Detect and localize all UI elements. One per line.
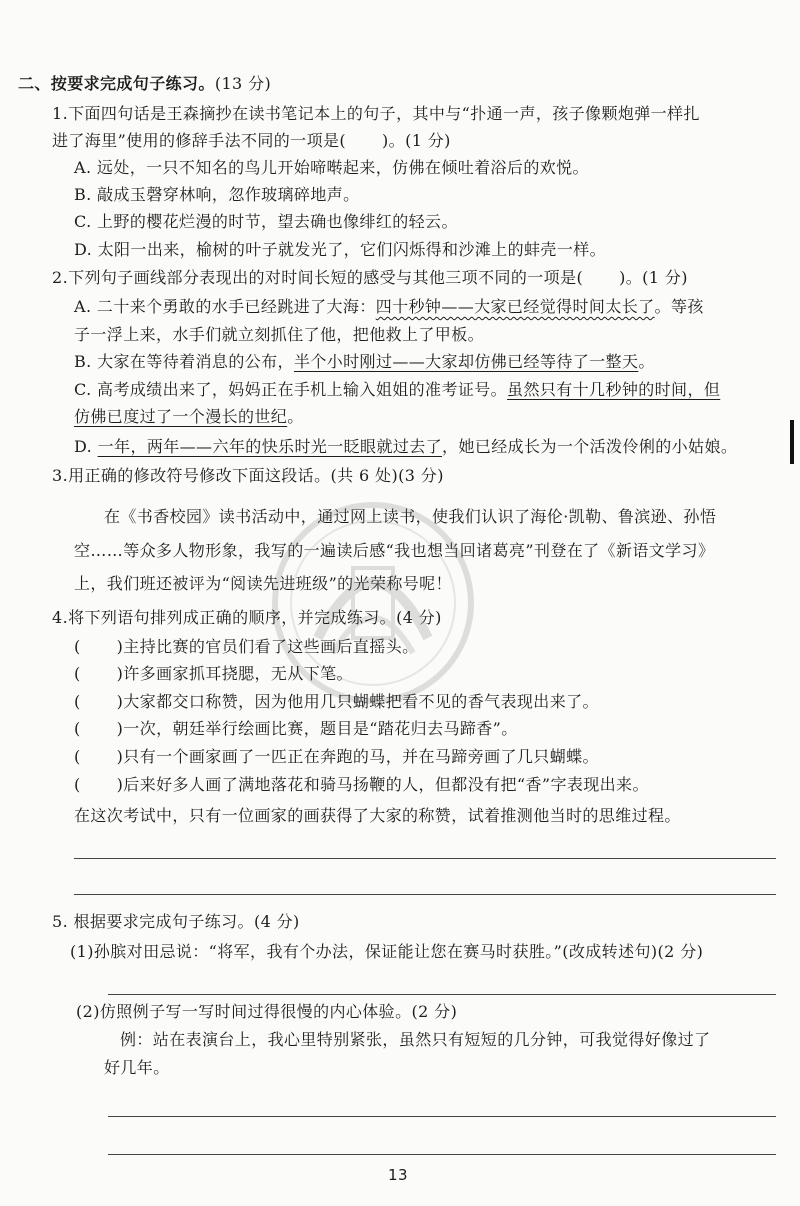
q1-option-b: B. 敲成玉磬穿林响，忽作玻璃碎地声。 xyxy=(74,185,360,204)
q5-sub2: (2)仿照例子写一写时间过得很慢的内心体验。(2 分) xyxy=(76,1002,458,1021)
q5-sub1: (1)孙膑对田忌说：“将军，我有个办法，保证能让您在赛马时获胜。”(改成转述句)(2 分) xyxy=(70,942,704,961)
q3-paragraph-line2: 空……等众多人物形象，我写的一遍读后感“我也想当回诸葛亮”刊登在了《新语文学习》 xyxy=(74,541,715,560)
q2-option-b-underline: 半个小时刚过——大家却仿佛已经等待了一整天 xyxy=(293,352,639,371)
q2-option-d: D. 一年，两年——六年的快乐时光一眨眼就过去了，她已经成长为一个活泼伶俐的小姑娘。 xyxy=(74,437,738,456)
q2-option-d-underline: 一年，两年——六年的快乐时光一眨眼就过去了 xyxy=(97,437,443,456)
q2-option-c-line2: 仿佛已度过了一个漫长的世纪。 xyxy=(74,407,304,426)
section-title: 二、按要求完成句子练习。 xyxy=(18,74,215,93)
q5-sub1-answer-line[interactable] xyxy=(108,994,776,995)
q1-stem-line1: 1.下面四句话是王森摘抄在读书笔记本上的句子，其中与“扑通一声，孩子像颗炮弹一样扎 xyxy=(52,104,700,123)
q1-stem-line2: 进了海里”使用的修辞手法不同的一项是( )。(1 分) xyxy=(52,131,451,150)
q1-option-a: A. 远处，一只不知名的鸟儿开始啼啭起来，仿佛在倾吐着浴后的欢悦。 xyxy=(74,158,589,177)
q5-example-line2: 好几年。 xyxy=(104,1058,170,1077)
q4-item-2: ( )许多画家抓耳挠腮，无从下笔。 xyxy=(74,664,353,683)
q1-option-d: D. 太阳一出来，榆树的叶子就发光了，它们闪烁得和沙滩上的蚌壳一样。 xyxy=(74,240,607,259)
q5-sub2-answer-line-1[interactable] xyxy=(108,1116,776,1117)
q3-paragraph-line1: 在《书香校园》读书活动中，通过网上读书，使我们认识了海伦·凯勒、鲁滨逊、孙悟 xyxy=(104,507,717,526)
page-number: 13 xyxy=(388,1166,408,1184)
q5-sub2-answer-line-2[interactable] xyxy=(108,1154,776,1155)
q2-option-c-line1: C. 高考成绩出来了，妈妈正在手机上输入姐姐的准考证号。虽然只有十几秒钟的时间，但 xyxy=(74,380,721,399)
q2-option-a-underline: 四十秒钟——大家已经觉得时间太长了 xyxy=(375,297,655,316)
section-heading xyxy=(18,74,271,94)
q5-stem: 5. 根据要求完成句子练习。(4 分) xyxy=(52,912,300,931)
q4-stem: 4.将下列语句排列成正确的顺序，并完成练习。(4 分) xyxy=(52,608,442,627)
q4-item-1: ( )主持比赛的官员们看了这些画后直摇头。 xyxy=(74,637,419,656)
binding-edge-mark xyxy=(790,420,794,464)
q4-item-3: ( )大家都交口称赞，因为他用几只蝴蝶把看不见的香气表现出来了。 xyxy=(74,692,599,711)
q3-stem: 3.用正确的修改符号修改下面这段话。(共 6 处)(3 分) xyxy=(52,466,444,485)
q4-answer-line-1[interactable] xyxy=(74,858,776,859)
q2-option-b: B. 大家在等待着消息的公布，半个小时刚过——大家却仿佛已经等待了一整天。 xyxy=(74,352,655,371)
q2-option-a-line1: A. 二十来个勇敢的水手已经跳进了大海：四十秒钟——大家已经觉得时间太长了。等孩 xyxy=(74,297,704,316)
q5-example-line1: 例：站在表演台上，我心里特别紧张，虽然只有短短的几分钟，可我觉得好像过了 xyxy=(120,1030,711,1049)
section-score: (13 分) xyxy=(214,74,272,93)
q2-stem: 2.下列句子画线部分表现出的对时间长短的感受与其他三项不同的一项是( )。(1 分) xyxy=(52,268,688,287)
q2-option-c-underline: 虽然只有十几秒钟的时间，但 xyxy=(507,380,721,399)
q3-paragraph-line3: 上，我们班还被评为“阅读先进班级”的光荣称号呢！ xyxy=(74,574,452,593)
q4-item-6: ( )后来好多人画了满地落花和骑马扬鞭的人，但都没有把“香”字表现出来。 xyxy=(74,775,649,794)
q4-followup: 在这次考试中，只有一位画家的画获得了大家的称赞，试着推测他当时的思维过程。 xyxy=(74,806,681,825)
q4-item-5: ( )只有一个画家画了一匹正在奔跑的马，并在马蹄旁画了几只蝴蝶。 xyxy=(74,747,599,766)
q4-answer-line-2[interactable] xyxy=(74,894,776,895)
q4-item-4: ( )一次，朝廷举行绘画比赛，题目是“踏花归去马蹄香”。 xyxy=(74,719,518,738)
q1-option-c: C. 上野的樱花烂漫的时节，望去确也像绯红的轻云。 xyxy=(74,212,458,231)
q2-option-a-line2: 子一浮上来，水手们就立刻抓住了他，把他救上了甲板。 xyxy=(74,325,485,344)
